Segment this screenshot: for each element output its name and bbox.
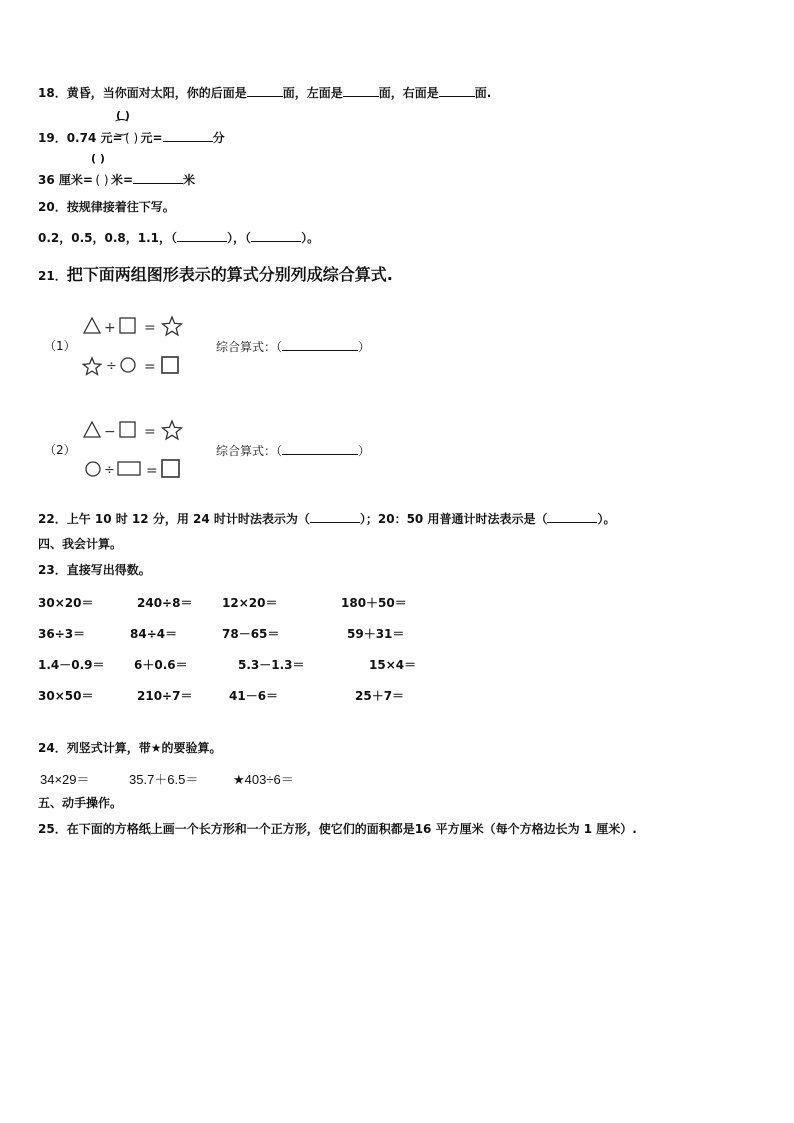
calc-item: 30×20＝ [38,596,94,610]
rectangle-icon [118,462,140,475]
plus-sign: + [104,320,116,336]
answer-blank [310,510,360,523]
vertical-calc-item: ★403÷6＝ [233,772,294,787]
question-text: 0.74 元= [66,131,123,145]
question-19-line2 [38,171,195,188]
calc-item: 240÷8＝ [137,596,193,610]
answer-blank [177,229,227,242]
star-icon [83,358,101,375]
question-text: 米= [110,173,133,187]
answer-label: 综合算式：（ [216,340,283,354]
calc-item: 84÷4＝ [130,627,178,641]
answer-blank [163,129,213,142]
calc-item: 41－6＝ [229,689,279,703]
answer-blank [282,338,358,351]
calc-item: 6＋0.6＝ [134,658,188,672]
question-text: 列竖式计算，带★的要验算。 [66,741,222,755]
question-24 [38,740,221,756]
calc-item: 5.3－1.3＝ [238,658,305,672]
question-19-line1 [38,129,225,146]
answer-blank [247,84,283,97]
question-text: 面. [474,86,492,100]
square-icon [162,460,179,477]
group-2-label: （2） [44,443,76,457]
answer-blank [439,84,475,97]
section-heading: 四、我会计算。 [38,537,123,551]
star-icon [163,317,182,335]
answer-label: ） [358,340,371,354]
question-25 [38,821,637,837]
group-1-label: （1） [44,339,76,353]
fraction-denominator: ⁐ [116,120,128,136]
calc-item: 78－65＝ [222,627,280,641]
question-number: 18． [38,86,67,100]
question-18 [38,84,491,101]
question-text: 把下面两组图形表示的算式分别列成综合算式. [66,265,393,284]
question-text: ）；20：50 用普通计时法表示是（ [359,512,548,526]
question-number: 24． [38,741,67,755]
sequence-text: 0.2，0.5，0.8，1.1，（ [38,231,178,245]
circle-icon [86,462,100,476]
answer-blank [343,84,379,97]
equals-sign: = [144,320,156,336]
calc-item: 25＋7＝ [355,689,405,703]
question-text: 分 [212,131,225,145]
star-icon [163,421,182,439]
group-2-figures [82,418,192,484]
calc-item: 30×50＝ [38,689,94,703]
question-number: 23． [38,563,67,577]
answer-blank [251,229,301,242]
fraction-denominator: ( ) [124,131,139,145]
circle-icon [121,358,135,372]
calc-item: 36÷3＝ [38,627,86,641]
minus-sign: − [104,424,116,440]
question-23 [38,562,151,578]
answer-label: 综合算式：（ [216,444,283,458]
calc-item: 59＋31＝ [347,627,405,641]
question-number: 22． [38,512,67,526]
answer-label: ） [358,444,371,458]
question-text: 元= [140,131,163,145]
vertical-calc-item: 34×29＝ [40,772,90,787]
group-2-answer [216,442,370,459]
question-20-sequence [38,229,319,246]
question-text: 36 厘米= [38,173,93,187]
question-text: 直接写出得数。 [66,563,151,577]
divide-sign: ÷ [104,463,115,478]
triangle-icon [84,318,100,333]
equals-sign: = [146,463,158,479]
question-text: 黄昏，当你面对太阳，你的后面是 [66,86,247,100]
divide-sign: ÷ [106,359,117,374]
question-text: 米 [183,173,196,187]
triangle-icon [84,422,100,437]
calc-item: 1.4－0.9＝ [38,658,105,672]
group-1-figures [82,314,192,380]
square-icon [162,357,178,373]
question-text: 面，左面是 [282,86,343,100]
sequence-text: ）。 [301,231,320,245]
question-number: 20． [38,200,67,214]
fraction-numerator: ( ) [116,109,130,122]
square-icon [120,422,135,437]
question-22 [38,510,615,527]
equals-sign: = [144,424,156,440]
vertical-calc-item: 35.7＋6.5＝ [129,772,199,787]
calc-item: 15×4＝ [369,658,417,672]
calc-item: 180＋50＝ [341,596,407,610]
fraction-denominator: ( ) [95,173,109,187]
question-number: 25． [38,822,67,836]
sequence-text: ），（ [227,231,252,245]
answer-blank [547,510,597,523]
answer-blank [133,171,183,184]
square-icon [120,318,135,333]
question-text: 上午 10 时 12 分，用 24 时计时法表示为（ [66,512,310,526]
question-text: 按规律接着往下写。 [66,200,175,214]
question-text: 在下面的方格纸上画一个长方形和一个正方形，使它们的面积都是16 平方厘米（每个方格边长为 1 厘米）. [66,822,637,836]
calc-item: 12×20＝ [222,596,278,610]
question-number: 21． [38,269,67,283]
group-1-answer [216,338,370,355]
question-20 [38,199,175,215]
equals-sign: = [144,359,156,375]
question-text: ）。 [597,512,616,526]
question-text: 面，右面是 [378,86,439,100]
question-number: 19． [38,131,67,145]
section-heading: 五、动手操作。 [38,796,123,810]
fraction-numerator: ( ) [91,152,105,165]
calc-item: 210÷7＝ [137,689,193,703]
question-21 [38,262,393,285]
answer-blank [282,442,358,455]
